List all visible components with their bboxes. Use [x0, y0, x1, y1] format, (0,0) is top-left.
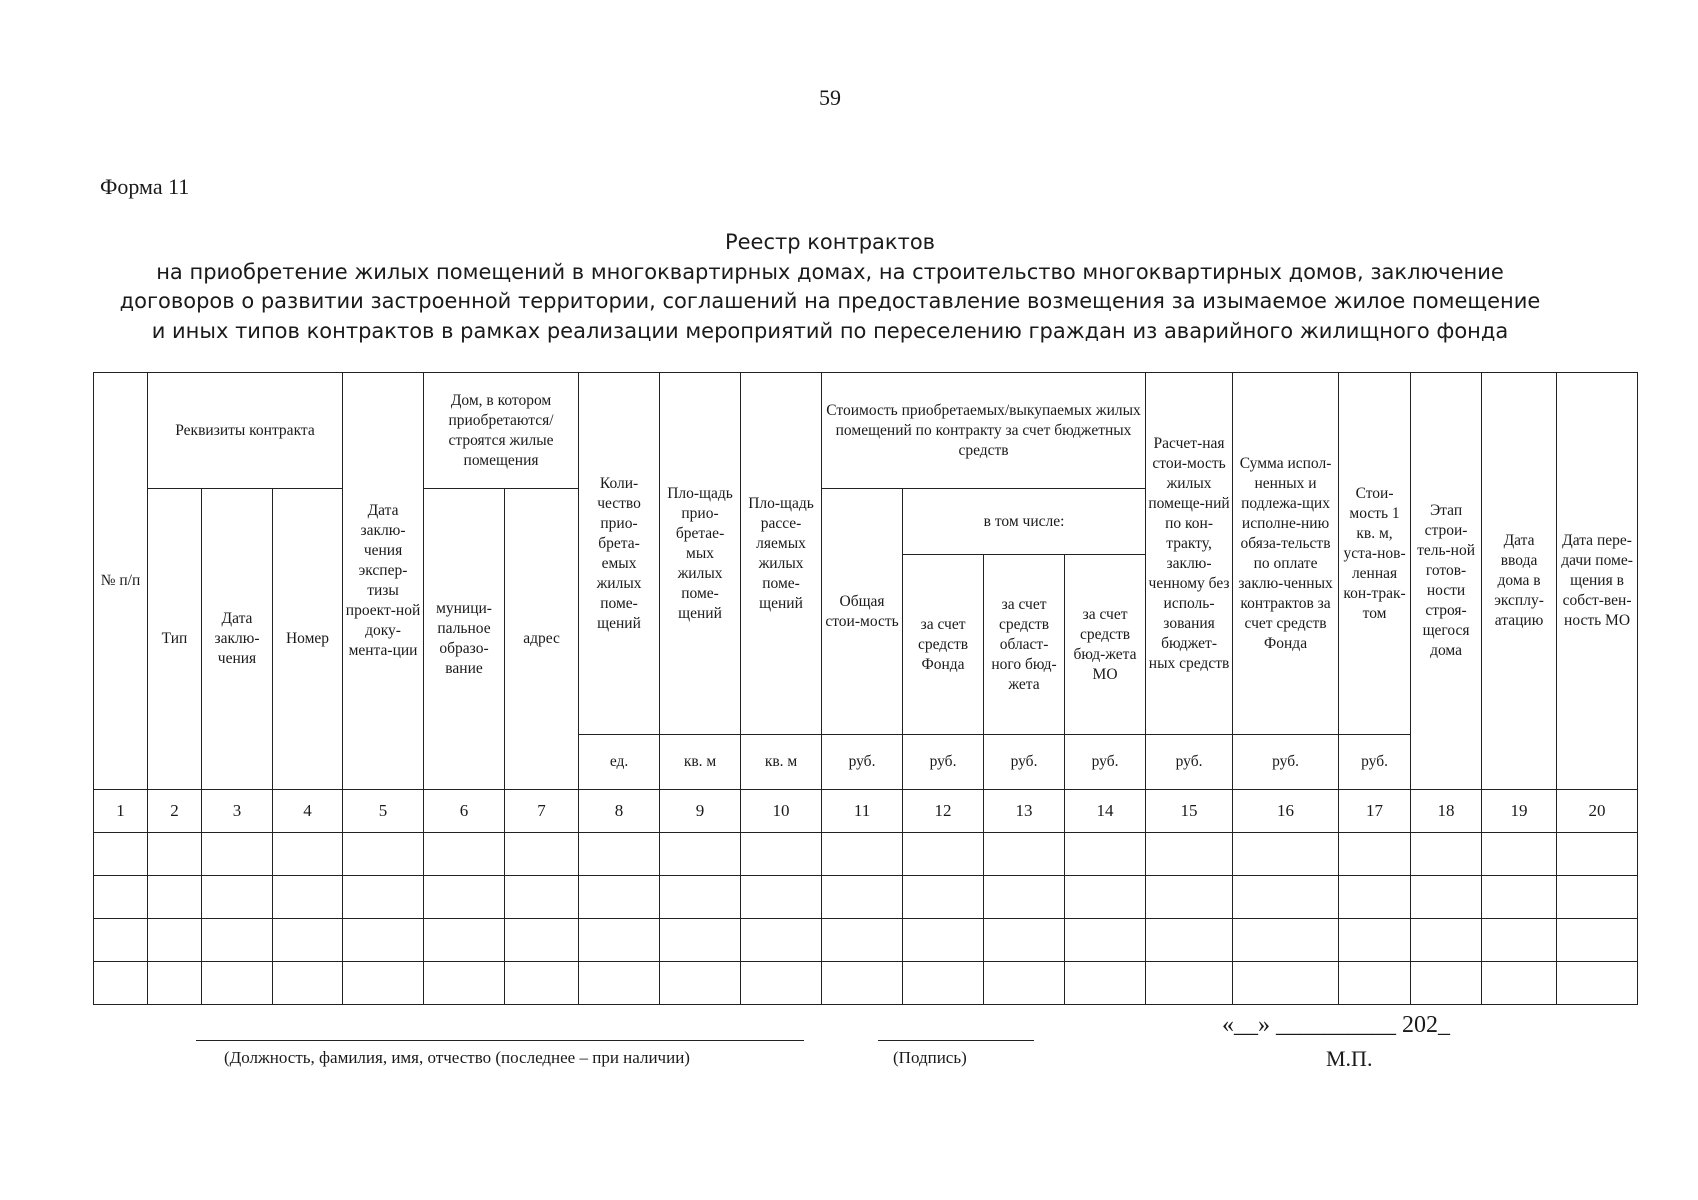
table-cell[interactable]: [1339, 833, 1411, 876]
table-cell[interactable]: [579, 919, 660, 962]
header-area-resettled: Пло-щадь рассе-ляемых жилых поме-щений: [741, 373, 822, 735]
header-total-cost: Общая стои-мость: [822, 489, 903, 735]
table-cell[interactable]: [1339, 919, 1411, 962]
table-cell[interactable]: [505, 833, 579, 876]
table-cell[interactable]: [505, 876, 579, 919]
table-cell[interactable]: [202, 876, 273, 919]
table-cell[interactable]: [1065, 962, 1146, 1005]
table-cell[interactable]: [424, 876, 505, 919]
header-stage: Этап строи-тель-ной готов-ности строя-щегося дома: [1411, 373, 1482, 790]
column-number: 17: [1339, 790, 1411, 833]
unit-mo-budget: руб.: [1065, 735, 1146, 790]
column-number: 4: [273, 790, 343, 833]
header-quantity: Коли-чество прио-брета-емых жилых поме-щений: [579, 373, 660, 735]
date-field: «__» __________ 202_: [1222, 1012, 1450, 1038]
header-fund: за счет средств Фонда: [903, 555, 984, 735]
signature-line: [878, 1040, 1034, 1041]
table-cell[interactable]: [1339, 876, 1411, 919]
stamp-place: М.П.: [1326, 1046, 1373, 1071]
header-including: в том числе:: [903, 489, 1146, 555]
table-cell[interactable]: [1146, 833, 1233, 876]
form-label: Форма 11: [100, 174, 190, 199]
header-number: Номер: [273, 489, 343, 790]
header-address: адрес: [505, 489, 579, 790]
title-line-3: договоров о развитии застроенной территории, соглашений на предоставление возмещения за изымаемое жилое помещение: [119, 289, 1541, 313]
table-cell[interactable]: [202, 919, 273, 962]
column-number: 3: [202, 790, 273, 833]
table-cell[interactable]: [343, 962, 424, 1005]
table-cell[interactable]: [984, 833, 1065, 876]
column-number: 2: [148, 790, 202, 833]
table-cell[interactable]: [273, 876, 343, 919]
header-requisites: Реквизиты контракта: [148, 373, 343, 489]
column-number-row: [94, 790, 1638, 833]
table-cell[interactable]: [148, 876, 202, 919]
table-cell[interactable]: [1557, 876, 1638, 919]
table-cell[interactable]: [741, 919, 822, 962]
table-cell[interactable]: [822, 962, 903, 1005]
table-cell[interactable]: [741, 962, 822, 1005]
column-number: 20: [1557, 790, 1638, 833]
table-cell[interactable]: [660, 876, 741, 919]
column-number: 15: [1146, 790, 1233, 833]
table-cell[interactable]: [273, 962, 343, 1005]
table-cell[interactable]: [1065, 919, 1146, 962]
header-conclusion-date: Дата заклю-чения: [202, 489, 273, 790]
header-obligations: Сумма испол-ненных и подлежа-щих исполне-нию обяза-тельств по оплате заклю-ченных контрактов за счет средств Фонда: [1233, 373, 1339, 735]
table-cell[interactable]: [1411, 962, 1482, 1005]
unit-fund: руб.: [903, 735, 984, 790]
column-number: 16: [1233, 790, 1339, 833]
table-cell[interactable]: [822, 833, 903, 876]
table-cell[interactable]: [343, 919, 424, 962]
table-cell[interactable]: [1233, 833, 1339, 876]
title-line-4: и иных типов контрактов в рамках реализации мероприятий по переселению граждан из аварийного жилищного фонда: [151, 318, 1509, 343]
registry-table: [93, 372, 1638, 1005]
table-cell[interactable]: [984, 919, 1065, 962]
table-cell[interactable]: [273, 919, 343, 962]
table-cell[interactable]: [903, 876, 984, 919]
table-cell[interactable]: [148, 962, 202, 1005]
table-cell[interactable]: [94, 876, 148, 919]
table-cell[interactable]: [984, 962, 1065, 1005]
table-cell[interactable]: [505, 919, 579, 962]
unit-quantity: ед.: [579, 735, 660, 790]
unit-obligations: руб.: [1233, 735, 1339, 790]
header-calc-cost: Расчет-ная стои-мость жилых помеще-ний по кон-тракту, заклю-ченному без исполь-зования бюджет-ных средств: [1146, 373, 1233, 735]
header-expertise-date: Дата заклю-чения экспер-тизы проект-ной доку-мента-ции: [343, 373, 424, 790]
column-number: 6: [424, 790, 505, 833]
table-cell[interactable]: [505, 962, 579, 1005]
table-cell[interactable]: [1233, 962, 1339, 1005]
header-num: № п/п: [94, 373, 148, 790]
table-cell[interactable]: [343, 833, 424, 876]
table-cell[interactable]: [1482, 876, 1557, 919]
table-cell[interactable]: [1557, 833, 1638, 876]
column-number: 14: [1065, 790, 1146, 833]
column-number: 8: [579, 790, 660, 833]
table-cell[interactable]: [202, 833, 273, 876]
column-number: 1: [94, 790, 148, 833]
table-cell[interactable]: [1233, 876, 1339, 919]
unit-total-cost: руб.: [822, 735, 903, 790]
table-cell[interactable]: [579, 876, 660, 919]
table-cell[interactable]: [903, 833, 984, 876]
column-number: 13: [984, 790, 1065, 833]
table-cell[interactable]: [1557, 962, 1638, 1005]
table-cell[interactable]: [1411, 833, 1482, 876]
unit-sqm-cost: руб.: [1339, 735, 1411, 790]
unit-regional: руб.: [984, 735, 1065, 790]
table-cell[interactable]: [1557, 919, 1638, 962]
table-cell[interactable]: [94, 919, 148, 962]
table-cell[interactable]: [660, 833, 741, 876]
table-cell[interactable]: [424, 833, 505, 876]
header-transfer-date: Дата пере-дачи поме-щения в собст-вен-ность МО: [1557, 373, 1638, 790]
table-cell[interactable]: [1411, 919, 1482, 962]
table-cell[interactable]: [94, 962, 148, 1005]
table-cell[interactable]: [424, 919, 505, 962]
table-cell[interactable]: [903, 919, 984, 962]
document-title: [0, 228, 1660, 346]
column-number: 19: [1482, 790, 1557, 833]
table-cell[interactable]: [424, 962, 505, 1005]
unit-area-acquired: кв. м: [660, 735, 741, 790]
header-area-acquired: Пло-щадь прио-бретае-мых жилых поме-щений: [660, 373, 741, 735]
table-cell[interactable]: [579, 833, 660, 876]
table-cell[interactable]: [822, 876, 903, 919]
table-cell[interactable]: [1482, 962, 1557, 1005]
position-signature-line: [196, 1040, 804, 1041]
unit-calc-cost: руб.: [1146, 735, 1233, 790]
table-cell[interactable]: [660, 962, 741, 1005]
header-mo-budget: за счет средств бюд-жета МО: [1065, 555, 1146, 735]
column-number: 9: [660, 790, 741, 833]
page-number: 59: [819, 85, 841, 110]
header-sqm-cost: Стои-мость 1 кв. м, уста-нов-ленная кон-трак-том: [1339, 373, 1411, 735]
title-line-1: Реестр контрактов: [724, 230, 936, 254]
header-regional: за счет средств област-ного бюд-жета: [984, 555, 1065, 735]
column-number: 5: [343, 790, 424, 833]
table-cell[interactable]: [94, 833, 148, 876]
column-number: 18: [1411, 790, 1482, 833]
header-commission-date: Дата ввода дома в эксплу-атацию: [1482, 373, 1557, 790]
header-type: Тип: [148, 489, 202, 790]
table-row: [94, 833, 1638, 876]
unit-area-resettled: кв. м: [741, 735, 822, 790]
table-cell[interactable]: [660, 919, 741, 962]
table-row: [94, 876, 1638, 919]
column-number: 12: [903, 790, 984, 833]
column-number: 7: [505, 790, 579, 833]
table-cell[interactable]: [202, 962, 273, 1005]
table-cell[interactable]: [1339, 962, 1411, 1005]
signature-caption: (Подпись): [893, 1048, 967, 1067]
header-house: Дом, в котором приобретаются/ строятся жилые помещения: [424, 373, 579, 489]
table-cell[interactable]: [148, 919, 202, 962]
column-number: 11: [822, 790, 903, 833]
table-cell[interactable]: [1146, 962, 1233, 1005]
table-row: [94, 919, 1638, 962]
table-cell[interactable]: [1146, 876, 1233, 919]
table-cell[interactable]: [822, 919, 903, 962]
title-line-2: на приобретение жилых помещений в многоквартирных домах, на строительство многоквартирных домов, заключение: [156, 259, 1504, 284]
table-cell[interactable]: [1411, 876, 1482, 919]
column-number: 10: [741, 790, 822, 833]
table-cell[interactable]: [1482, 833, 1557, 876]
table-cell[interactable]: [1233, 919, 1339, 962]
table-cell[interactable]: [1146, 919, 1233, 962]
header-municipality: муници-пальное образо-вание: [424, 489, 505, 790]
table-cell[interactable]: [273, 833, 343, 876]
table-cell[interactable]: [1482, 919, 1557, 962]
table-cell[interactable]: [1065, 876, 1146, 919]
empty-rows: [94, 833, 1638, 1005]
table-row: [94, 962, 1638, 1005]
table-cell[interactable]: [903, 962, 984, 1005]
table-cell[interactable]: [741, 833, 822, 876]
table-cell[interactable]: [984, 876, 1065, 919]
table-cell[interactable]: [1065, 833, 1146, 876]
table-cell[interactable]: [148, 833, 202, 876]
header-cost: Стоимость приобретаемых/выкупаемых жилых помещений по контракту за счет бюджетных средств: [822, 373, 1146, 489]
table-cell[interactable]: [741, 876, 822, 919]
position-caption: (Должность, фамилия, имя, отчество (последнее – при наличии): [224, 1048, 690, 1067]
table-cell[interactable]: [343, 876, 424, 919]
table-cell[interactable]: [579, 962, 660, 1005]
